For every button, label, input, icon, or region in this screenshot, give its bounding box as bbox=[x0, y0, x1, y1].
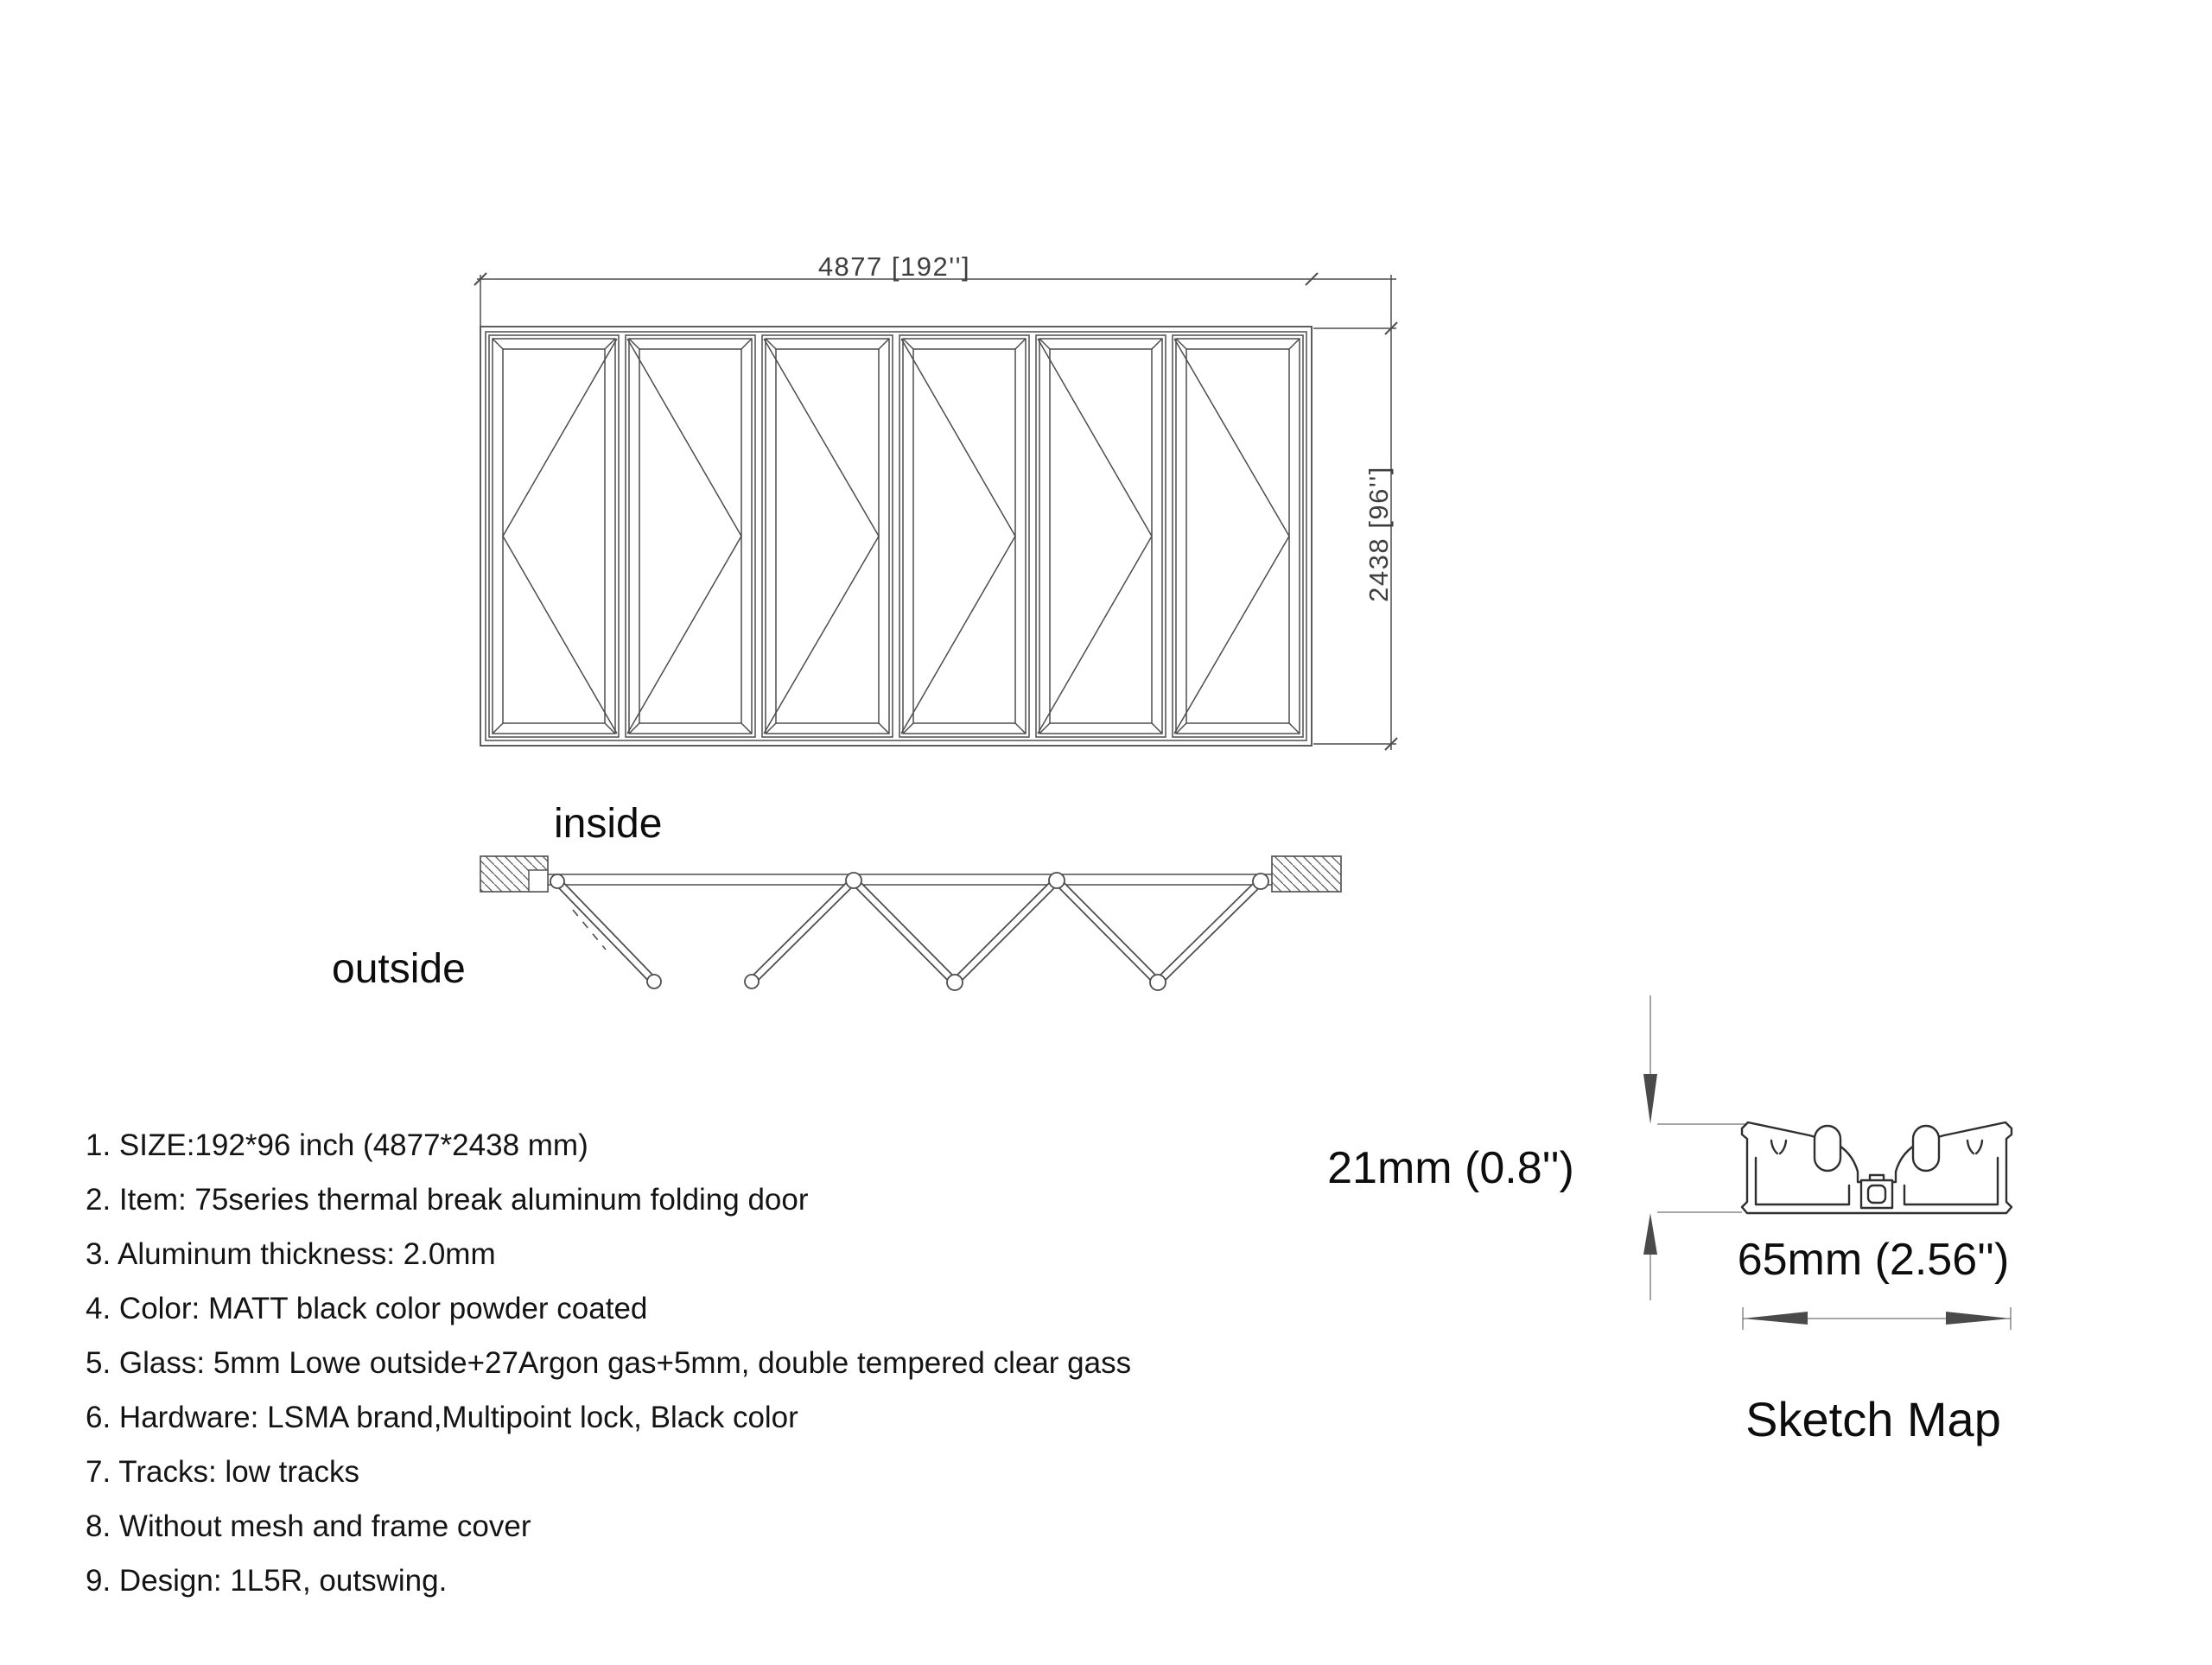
inside-label: inside bbox=[554, 801, 663, 847]
arrow-left-icon bbox=[1743, 1312, 1808, 1325]
spec-item: 4. Color: MATT black color powder coated bbox=[86, 1292, 648, 1325]
door-elevation bbox=[474, 273, 1397, 750]
folding-panel-bars-right bbox=[752, 880, 1261, 982]
spec-item: 5. Glass: 5mm Lowe outside+27Argon gas+5mm, double tempered clear gass bbox=[86, 1346, 1132, 1380]
arrow-down-icon bbox=[1643, 1074, 1657, 1124]
door-panel bbox=[1036, 335, 1166, 737]
spec-item: 9. Design: 1L5R, outswing. bbox=[86, 1564, 448, 1598]
clip-detail-right bbox=[1967, 1141, 1982, 1153]
sketch-map-title: Sketch Map bbox=[1745, 1392, 2001, 1446]
arrow-up-icon bbox=[1643, 1213, 1657, 1255]
spec-list bbox=[86, 1118, 1131, 1608]
door-panel bbox=[1173, 335, 1303, 737]
plan-view bbox=[480, 856, 1341, 990]
arrow-right-icon bbox=[1946, 1312, 2011, 1325]
clip-detail-left bbox=[1771, 1141, 1786, 1153]
spec-item: 6. Hardware: LSMA brand,Multipoint lock, Black color bbox=[86, 1401, 798, 1434]
spec-item: 2. Item: 75series thermal break aluminum folding door bbox=[86, 1183, 809, 1217]
wall-hatch-left bbox=[480, 856, 548, 892]
fold-direction-lines bbox=[764, 339, 879, 734]
spec-item: 7. Tracks: low tracks bbox=[86, 1455, 360, 1489]
door-panel bbox=[762, 335, 893, 737]
spec-item: 8. Without mesh and frame cover bbox=[86, 1509, 531, 1543]
door-panel bbox=[899, 335, 1029, 737]
profile-width-label: 65mm (2.56'') bbox=[1737, 1235, 2010, 1285]
folding-panel-bar bbox=[557, 881, 654, 982]
height-dimension-label: 2438 [96''] bbox=[1363, 466, 1394, 602]
fold-direction-lines bbox=[1038, 339, 1152, 734]
wall-hatch-right bbox=[1272, 856, 1341, 892]
door-panel bbox=[626, 335, 755, 737]
fold-direction-lines bbox=[901, 339, 1015, 734]
profile-height-label: 21mm (0.8'') bbox=[1327, 1143, 1574, 1193]
outside-label: outside bbox=[332, 946, 466, 992]
roller-right bbox=[1913, 1126, 1939, 1171]
door-panel bbox=[489, 335, 619, 737]
spec-item: 3. Aluminum thickness: 2.0mm bbox=[86, 1237, 496, 1271]
track-lines bbox=[548, 874, 1272, 885]
fold-direction-lines bbox=[627, 339, 741, 734]
width-dimension-label: 4877 [192''] bbox=[817, 251, 971, 282]
track-profile bbox=[1742, 1122, 2012, 1213]
spec-item: 1. SIZE:192*96 inch (4877*2438 mm) bbox=[86, 1128, 588, 1162]
fold-direction-lines bbox=[1174, 339, 1289, 734]
profile-width-dimension bbox=[1743, 1307, 2011, 1330]
roller-left bbox=[1815, 1126, 1840, 1171]
fold-direction-lines bbox=[503, 339, 617, 734]
